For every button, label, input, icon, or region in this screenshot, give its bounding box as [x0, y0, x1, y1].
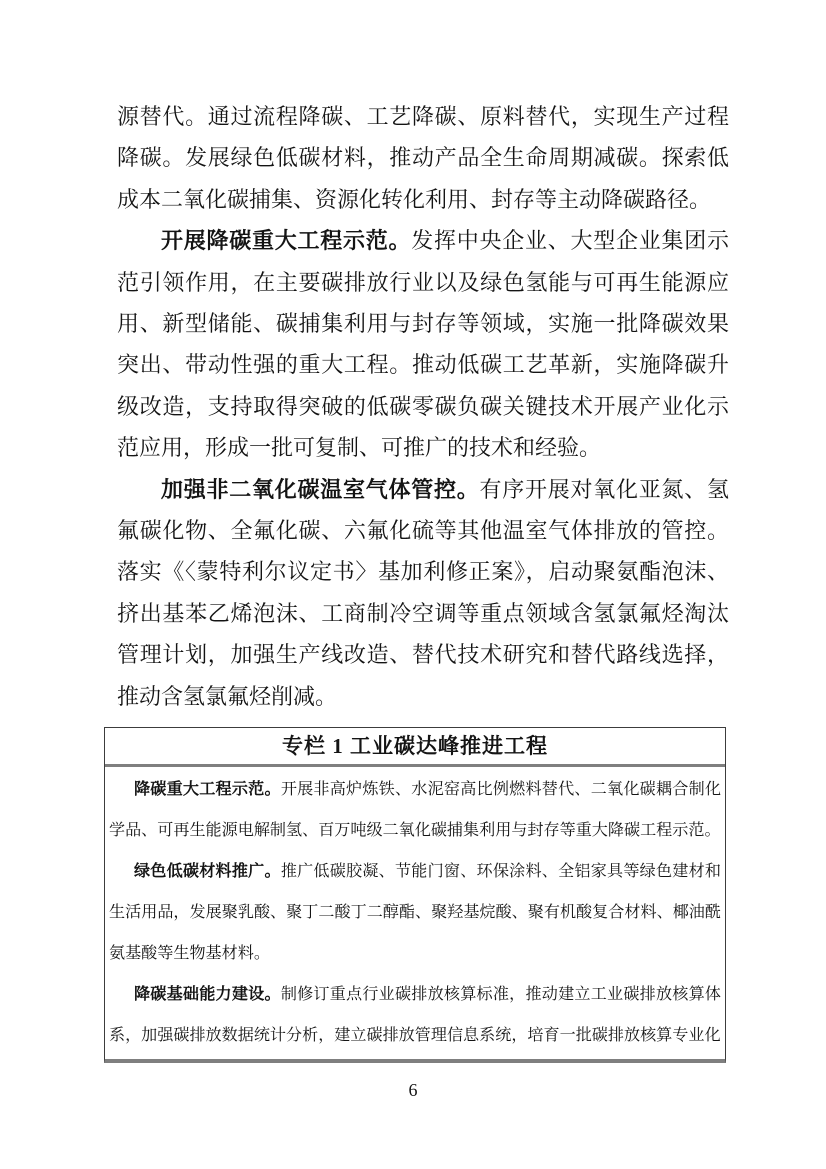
paragraph-lead: 降碳基础能力建设。: [134, 986, 281, 1003]
paragraph-text: 制修订重点行业碳排放核算标准，推动建立工业碳排放核算体系，加强碳排放数据统计分析，建立碳排放管理信息系统，培育一批碳排放核算专业化: [109, 986, 722, 1044]
paragraph-lead: 绿色低碳材料推广。: [134, 863, 281, 880]
body-text-block: [117, 96, 729, 717]
box-title: 专栏 1 工业碳达峰推进工程: [105, 728, 725, 767]
paragraph-lead: 开展降碳重大工程示范。: [161, 228, 412, 254]
body-paragraph: [117, 220, 729, 468]
paragraph-lead: 降碳重大工程示范。: [134, 781, 281, 798]
special-column-box: [104, 727, 726, 1063]
body-paragraph-continuation: [117, 96, 729, 220]
box-paragraph: [109, 974, 721, 1056]
box-body: [105, 767, 725, 1056]
paragraph-text: 发挥中央企业、大型企业集团示范引领作用，在主要碳排放行业以及绿色氢能与可再生能源应用、新型储能、碳捕集利用与封存等领域，实施一批降碳效果突出、带动性强的重大工程。推动低碳工艺革新，实施降碳升级改造，支持取得突破的低碳零碳负碳关键技术开展产业化示范应用，形成一批可复制、可推广的技术和经验。: [117, 228, 729, 461]
box-paragraph: [109, 851, 721, 974]
paragraph-text: 有序开展对氧化亚氮、氢氟碳化物、全氟化碳、六氟化硫等其他温室气体排放的管控。落实《〈蒙特利尔议定书〉基加利修正案》，启动聚氨酯泡沫、挤出基苯乙烯泡沫、工商制冷空调等重点领域含氢氯氟烃淘汰管理计划，加强生产线改造、替代技术研究和替代路线选择，推动含氢氯氟烃削减。: [117, 476, 729, 709]
body-paragraph: [117, 469, 729, 717]
paragraph-text: 开展非高炉炼铁、水泥窑高比例燃料替代、二氧化碳耦合制化学品、可再生能源电解制氢、百万吨级二氧化碳捕集利用与封存等重大降碳工程示范。: [109, 781, 722, 839]
paragraph-text: 推广低碳胶凝、节能门窗、环保涂料、全铝家具等绿色建材和生活用品，发展聚乳酸、聚丁二酸丁二醇酯、聚羟基烷酸、聚有机酸复合材料、椰油酰氨基酸等生物基材料。: [109, 863, 722, 962]
paragraph-lead: 加强非二氧化碳温室气体管控。: [161, 476, 480, 502]
box-paragraph: [109, 769, 721, 851]
page-number: 6: [408, 1080, 418, 1100]
paragraph-text: 源替代。通过流程降碳、工艺降碳、原料替代，实现生产过程降碳。发展绿色低碳材料，推动产品全生命周期减碳。探索低成本二氧化碳捕集、资源化转化利用、封存等主动降碳路径。: [117, 104, 729, 212]
